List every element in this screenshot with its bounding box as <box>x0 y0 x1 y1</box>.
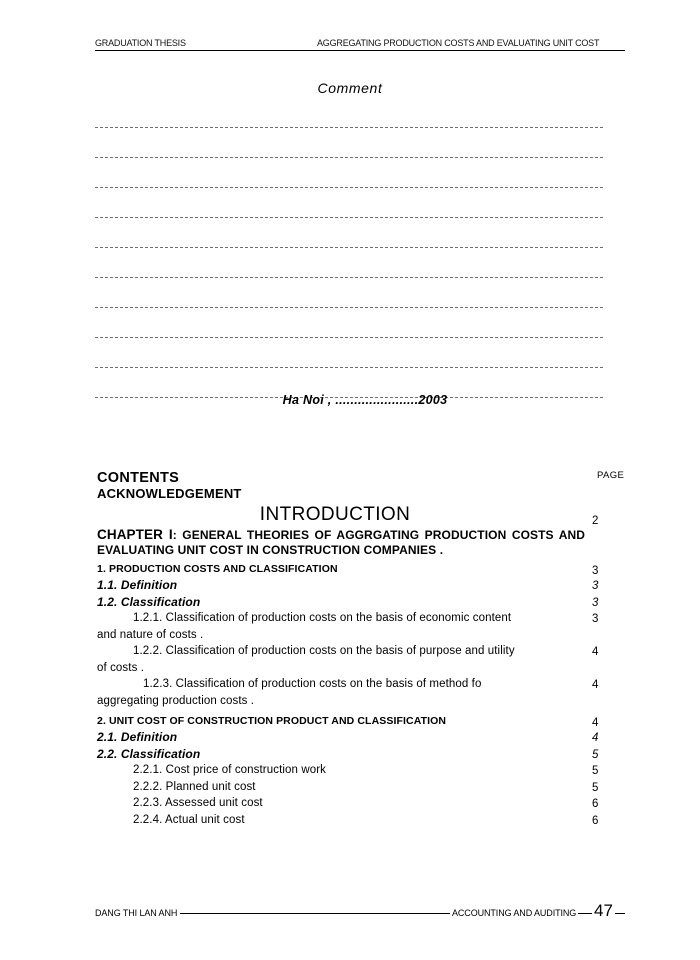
toc-page: 3 <box>592 596 599 609</box>
blank-line <box>95 338 603 368</box>
toc-page: 6 <box>592 814 599 827</box>
toc-entry-2-2-4 <box>97 812 609 829</box>
footer-left-text: DANG THI LAN ANH <box>95 908 180 918</box>
toc-label: 1.2.3. Classification of production costs on the basis of method fo <box>143 678 482 690</box>
toc-entry-1-2-3 <box>97 676 609 709</box>
header-left-text: GRADUATION THESIS <box>95 38 186 48</box>
toc-entry-2-2-2 <box>97 779 609 796</box>
page-number: 47 <box>594 901 613 920</box>
toc-label: 2.1. Definition <box>97 730 178 744</box>
toc-page: 3 <box>592 613 599 625</box>
toc-label: 1.2.1. Classification of production costs on the basis of economic content <box>133 612 512 624</box>
toc-label-continued: and nature of costs . <box>97 628 204 641</box>
toc-label: INTRODUCTION <box>259 504 411 525</box>
contents-heading-label: CONTENTS <box>97 470 180 486</box>
toc-entry-2-2-1 <box>97 762 609 779</box>
toc-page: 5 <box>592 765 599 777</box>
toc-page: 4 <box>592 717 599 729</box>
toc-entry-1-2-1 <box>97 610 609 643</box>
toc-label: 2.2. Classification <box>97 746 201 761</box>
toc-label-continued: of costs . <box>97 661 145 674</box>
blank-line <box>95 158 603 188</box>
toc-page: 4 <box>592 646 599 658</box>
blank-line <box>95 188 603 218</box>
toc-page: 3 <box>592 580 599 592</box>
toc-label: 2. UNIT COST OF CONSTRUCTION PRODUCT AND CLASSIFICATION <box>97 715 447 727</box>
toc-entry-introduction <box>97 502 609 528</box>
toc-entry-1 <box>97 561 609 577</box>
signature-line: Ha Noi , ......................2003 <box>282 393 448 407</box>
blank-line <box>95 248 603 278</box>
toc-label: 2.2.4. Actual unit cost <box>133 813 245 826</box>
toc-page: 2 <box>592 515 599 527</box>
toc-label: 1.2.2. Classification of production costs on the basis of purpose and utility <box>133 645 515 657</box>
running-footer <box>95 901 625 924</box>
toc-label: 2.2.1. Cost price of construction work <box>133 764 326 776</box>
toc-entry-2-2 <box>97 746 609 763</box>
toc-page: 5 <box>592 781 599 794</box>
toc-chapter-title: : GENERAL THEORIES OF AGGRGATING PRODUCTION COSTS AND EVALUATING UNIT COST IN CONSTRUCTION COMPANIES . <box>97 528 585 557</box>
toc-entry-1-2-2 <box>97 643 609 676</box>
toc-entry-1-1 <box>97 577 609 594</box>
contents-heading <box>97 470 609 486</box>
comment-title: Comment <box>317 80 383 96</box>
footer-right-text: ACCOUNTING AND AUDITING <box>452 908 577 918</box>
blank-line <box>95 218 603 248</box>
toc-entry-acknowledgement <box>97 486 609 502</box>
toc-page: 4 <box>592 679 599 691</box>
toc-entry-chapter-1 <box>97 528 609 557</box>
toc-entry-2 <box>97 713 609 729</box>
toc-label: 1. PRODUCTION COSTS AND CLASSIFICATION <box>97 563 338 575</box>
toc-label: 1.1. Definition <box>97 578 178 592</box>
toc-label-continued: aggregating production costs . <box>97 694 255 707</box>
toc-page: 5 <box>592 748 599 761</box>
toc-label: 2.2.3. Assessed unit cost <box>133 797 263 809</box>
toc-page: 3 <box>592 565 599 577</box>
blank-line <box>95 98 603 128</box>
toc-label: ACKNOWLEDGEMENT <box>97 486 242 501</box>
comment-blank-lines <box>95 98 603 398</box>
page-column-header: PAGE <box>597 470 625 481</box>
toc-entry-2-2-3 <box>97 795 609 812</box>
toc-label: 2.2.2. Planned unit cost <box>133 780 256 793</box>
blank-line <box>95 128 603 158</box>
header-right-text: AGGREGATING PRODUCTION COSTS AND EVALUATING UNIT COST <box>317 38 600 48</box>
toc-page: 6 <box>592 798 599 810</box>
blank-line <box>95 278 603 308</box>
toc-chapter-tag: CHAPTER I <box>97 527 173 542</box>
table-of-contents <box>97 470 609 828</box>
toc-page: 4 <box>592 732 599 744</box>
toc-entry-1-2 <box>97 594 609 611</box>
toc-label: 1.2. Classification <box>97 594 201 609</box>
toc-entry-2-1 <box>97 729 609 746</box>
blank-line <box>95 308 603 338</box>
header-divider <box>95 50 625 51</box>
